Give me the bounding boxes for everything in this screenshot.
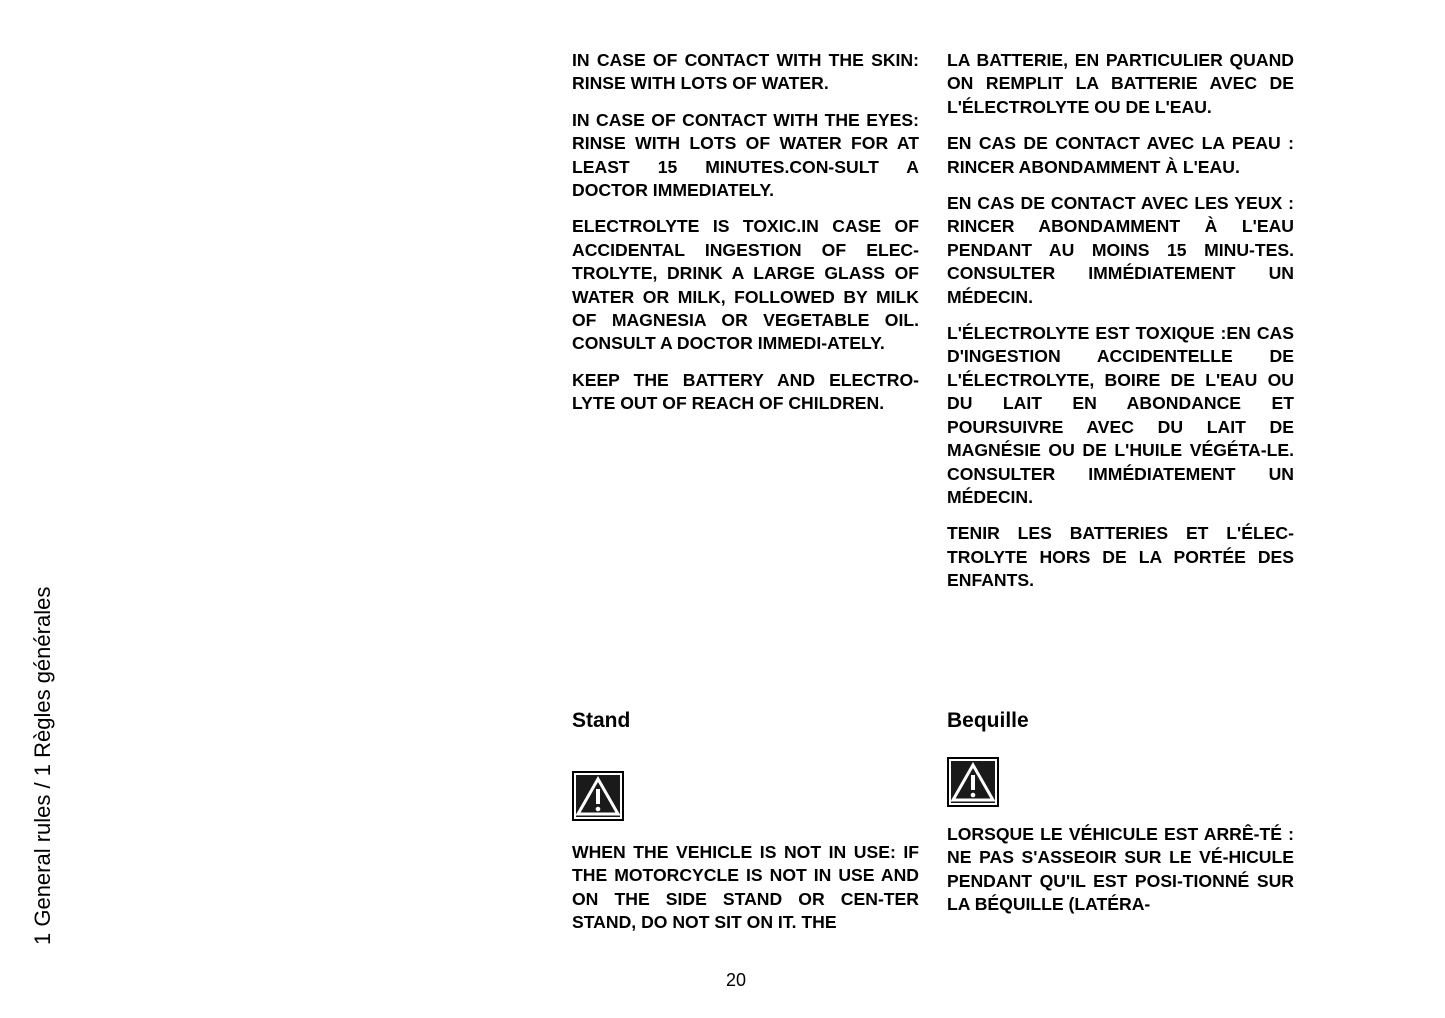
section-title-bequille: Bequille bbox=[947, 709, 1029, 732]
french-warning-column bbox=[947, 49, 1294, 606]
skin-contact-warning: IN CASE OF CONTACT WITH THE SKIN: RINSE WITH LOTS OF WATER. bbox=[572, 50, 919, 94]
eye-contact-warning-fr: EN CAS DE CONTACT AVEC LES YEUX : RINCER ABONDAMMENT À L'EAU PENDANT AU MOINS 15 MINU-TES. CONSULTER IMMÉDIATEMENT UN MÉDECIN. bbox=[947, 193, 1294, 307]
warning-triangle-icon bbox=[572, 771, 624, 821]
ingestion-warning: ELECTROLYTE IS TOXIC.IN CASE OF ACCIDENTAL INGESTION OF ELEC-TROLYTE, DRINK A LARGE GLASS OF WATER OR MILK, FOLLOWED BY MILK OF MAGNESIA OR VEGETABLE OIL. CONSULT A DOCTOR IMMEDI-ATELY. bbox=[572, 216, 919, 354]
section-title-stand: Stand bbox=[572, 709, 631, 732]
stand-section bbox=[572, 707, 919, 948]
children-warning-fr: TENIR LES BATTERIES ET L'ÉLEC-TROLYTE HORS DE LA PORTÉE DES ENFANTS. bbox=[947, 523, 1294, 591]
filling-warning-fr: LA BATTERIE, EN PARTICULIER QUAND ON REMPLIT LA BATTERIE AVEC DE L'ÉLECTROLYTE OU DE L'EAU. bbox=[947, 50, 1294, 117]
running-header: 1 General rules / 1 Règles générales bbox=[30, 586, 55, 945]
eye-contact-warning: IN CASE OF CONTACT WITH THE EYES: RINSE WITH LOTS OF WATER FOR AT LEAST 15 MINUTES.CON-SULT A DOCTOR IMMEDIATELY. bbox=[572, 109, 919, 201]
bequille-warning-text: LORSQUE LE VÉHICULE EST ARRÊ-TÉ : NE PAS S'ASSEOIR SUR LE VÉ-HICULE PENDANT QU'IL EST POSI-TIONNÉ SUR LA BÉQUILLE (LATÉRA- bbox=[947, 824, 1294, 915]
warning-triangle-icon bbox=[947, 757, 999, 807]
stand-warning-text: WHEN THE VEHICLE IS NOT IN USE: IF THE MOTORCYCLE IS NOT IN USE AND ON THE SIDE STAND OR CEN-TER STAND, DO NOT SIT ON IT. THE bbox=[572, 842, 919, 933]
page-number: 20 bbox=[725, 970, 747, 990]
bequille-section bbox=[947, 707, 1294, 930]
english-warning-column bbox=[572, 49, 919, 429]
children-warning: KEEP THE BATTERY AND ELECTRO-LYTE OUT OF REACH OF CHILDREN. bbox=[572, 369, 919, 414]
skin-contact-warning-fr: EN CAS DE CONTACT AVEC LA PEAU : RINCER ABONDAMMENT À L'EAU. bbox=[947, 133, 1294, 177]
ingestion-warning-fr: L'ÉLECTROLYTE EST TOXIQUE :EN CAS D'INGESTION ACCIDENTELLE DE L'ÉLECTROLYTE, BOIRE DE L'EAU OU DU LAIT EN ABONDANCE ET POURSUIVRE AVEC DU LAIT DE MAGNÉSIE OU DE L'HUILE VÉGÉTA-LE. CONSULTER IMMÉDIATEMENT UN MÉDECIN. bbox=[947, 323, 1294, 507]
